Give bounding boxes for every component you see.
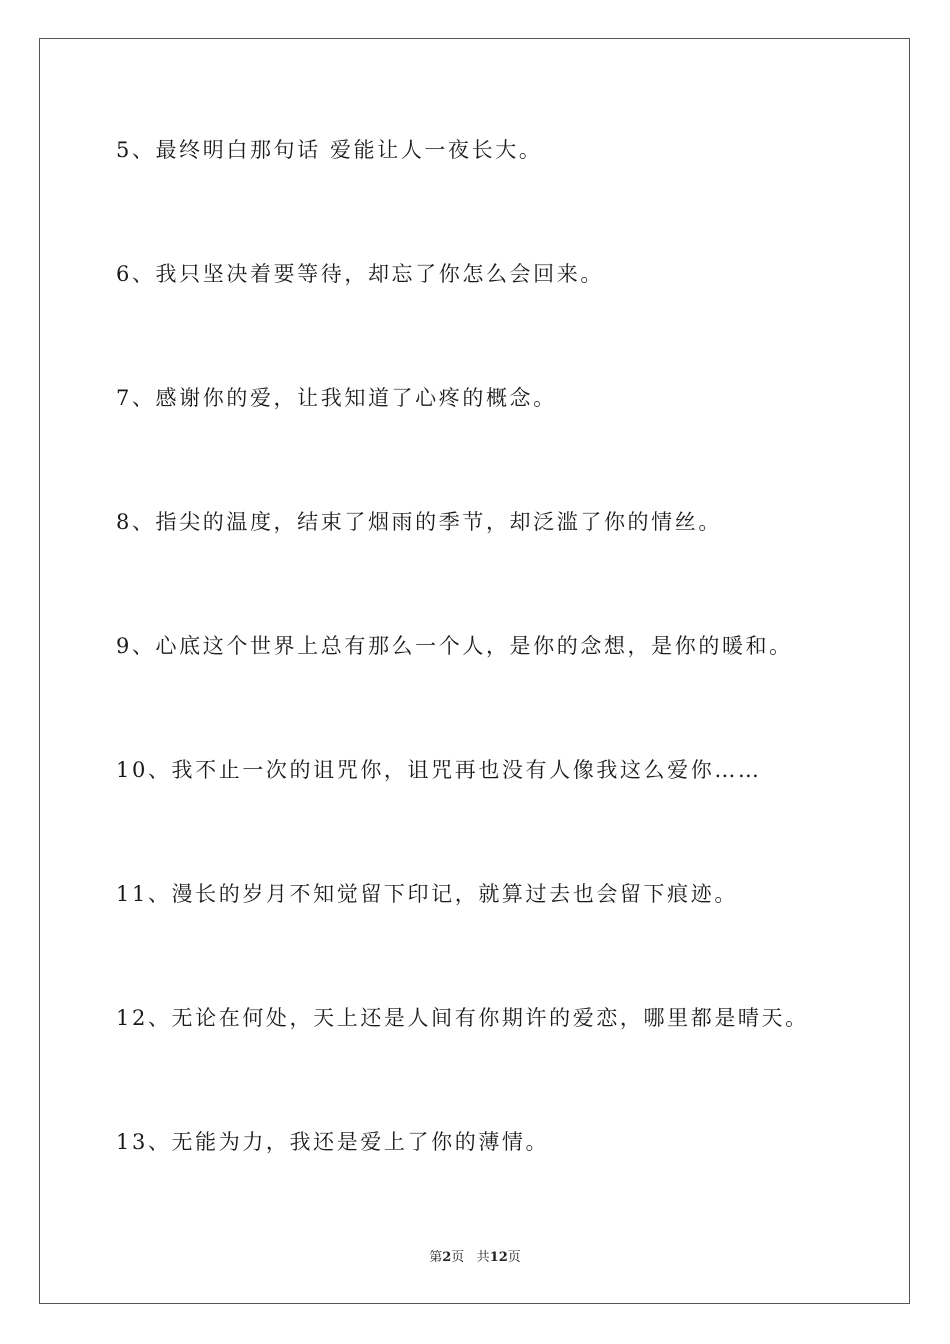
text-line-12: 12、无论在何处，天上还是人间有你期许的爱恋，哪里都是晴天。 [116,1006,809,1030]
document-body [116,133,876,1249]
page-footer [0,1246,950,1265]
text-line-13: 13、无能为力，我还是爱上了你的薄情。 [116,1130,550,1154]
page-suffix: 页 [451,1250,465,1265]
total-suffix: 页 [507,1250,521,1265]
text-line-10: 10、我不止一次的诅咒你，诅咒再也没有人像我这么爱你…… [116,758,762,782]
text-line-11: 11、漫长的岁月不知觉留下印记，就算过去也会留下痕迹。 [116,882,738,906]
total-pages: 12 [489,1250,508,1265]
text-line-7: 7、感谢你的爱，让我知道了心疼的概念。 [116,386,557,410]
text-line-9: 9、心底这个世界上总有那么一个人，是你的念想，是你的暖和。 [116,634,793,658]
page-prefix: 第 [429,1250,443,1265]
text-line-5: 5、最终明白那句话 爱能让人一夜长大。 [116,138,543,162]
page-number: 2 [442,1250,452,1265]
total-prefix: 共 [476,1250,490,1265]
text-line-8: 8、指尖的温度，结束了烟雨的季节，却泛滥了你的情丝。 [116,510,722,534]
text-line-6: 6、我只坚决着要等待，却忘了你怎么会回来。 [116,262,604,286]
